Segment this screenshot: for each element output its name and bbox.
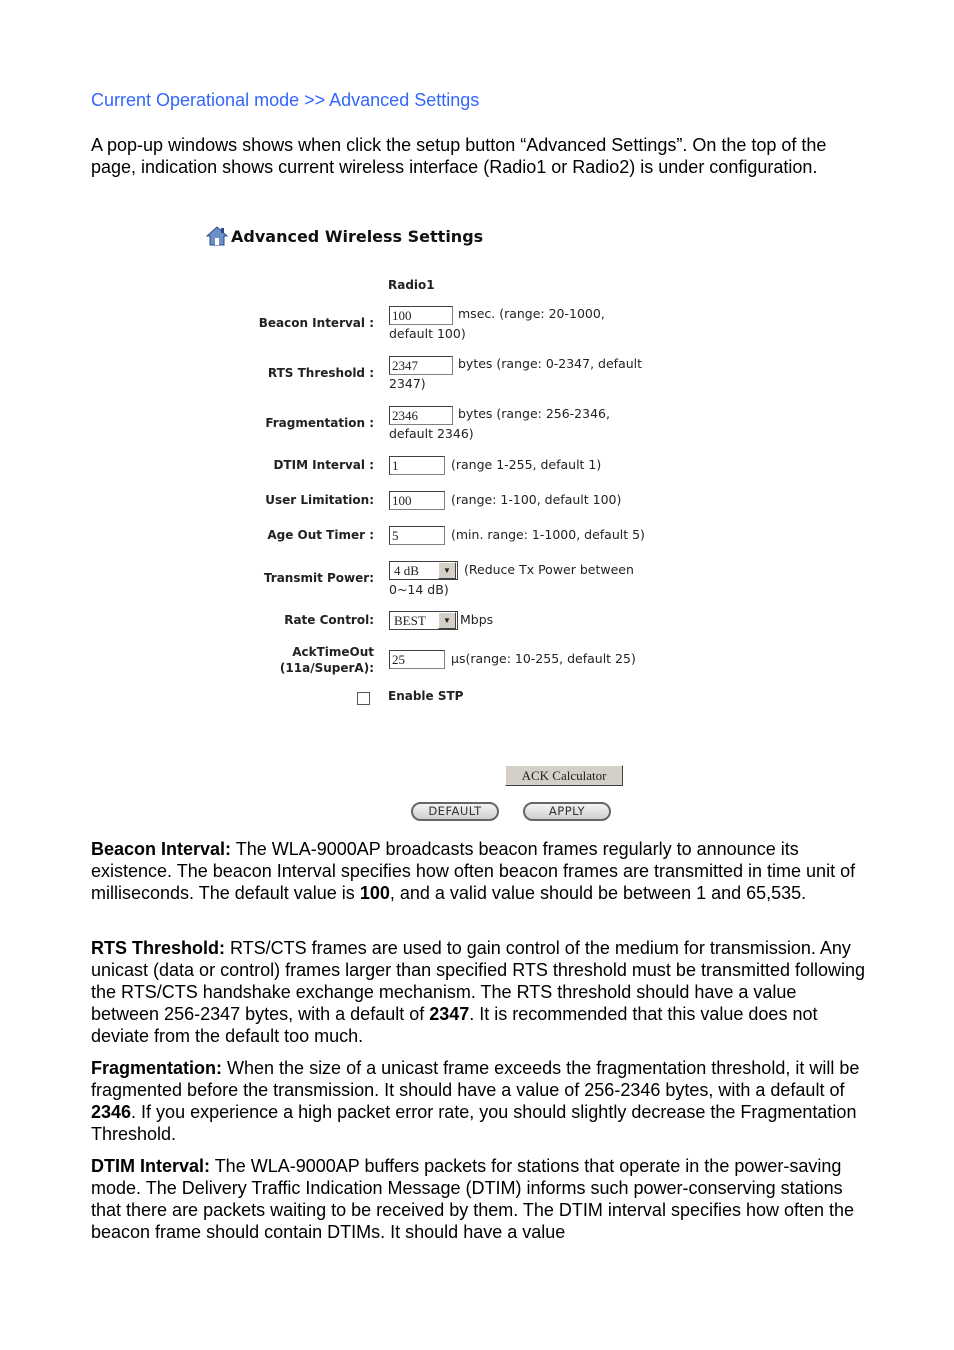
- rts-threshold-input[interactable]: 2347: [389, 356, 453, 375]
- radio-label: Radio1: [388, 278, 435, 292]
- default-value: 2346: [91, 1102, 132, 1122]
- rts-threshold-paragraph: [91, 937, 866, 1047]
- paragraph-text: , and a valid value should be between 1 and 65,535.: [389, 883, 807, 903]
- beacon-interval-input[interactable]: 100: [389, 306, 453, 325]
- apply-button[interactable]: APPLY: [523, 802, 611, 821]
- ack-timeout-hint: µs(range: 10-255, default 25): [451, 651, 636, 666]
- dtim-interval-label: DTIM Interval :: [273, 458, 374, 472]
- chevron-down-icon[interactable]: ▼: [438, 612, 456, 629]
- beacon-interval-hint-2: default 100): [389, 326, 466, 341]
- default-value: 100: [359, 883, 390, 903]
- intro-paragraph: A pop-up windows shows when click the setup button “Advanced Settings”. On the top of the page, indication shows current wireless interface (Radio1 or Radio2) is under configuration.: [91, 135, 827, 177]
- transmit-power-hint: (Reduce Tx Power between: [464, 562, 634, 577]
- rts-threshold-hint-2: 2347): [389, 376, 426, 391]
- term: Beacon Interval:: [91, 839, 232, 859]
- transmit-power-label: Transmit Power:: [263, 571, 374, 585]
- panel-title-text: Advanced Wireless Settings: [231, 226, 484, 246]
- age-out-timer-hint: (min. range: 1-1000, default 5): [451, 527, 645, 542]
- advanced-settings-screenshot: [200, 222, 670, 832]
- beacon-interval-hint: msec. (range: 20-1000,: [458, 306, 605, 321]
- chevron-down-icon[interactable]: ▼: [438, 562, 456, 579]
- paragraph-text: The WLA-9000AP buffers packets for stations that operate in the power-saving mode. The Delivery Traffic Indication Message (DTIM) informs such power-conserving stations that there are packets waiting to be received by them. The DTIM interval specifies how often the beacon frame should contain DTIMs. It should have a value: [91, 1156, 855, 1242]
- ack-calculator-button[interactable]: ACK Calculator: [505, 765, 623, 786]
- age-out-timer-label: Age Out Timer :: [267, 528, 374, 542]
- dtim-interval-paragraph: [91, 1155, 866, 1243]
- beacon-interval-label: Beacon Interval :: [258, 316, 374, 330]
- fragmentation-hint-2: default 2346): [389, 426, 474, 441]
- paragraph-text: The WLA-9000AP broadcasts beacon frames regularly to announce its existence. The beacon Interval specifies how often beacon frames are transmitted in time unit of milliseconds. The default value is: [91, 839, 856, 903]
- default-button[interactable]: DEFAULT: [411, 802, 499, 821]
- paragraph-text: RTS/CTS frames are used to gain control of the medium for transmission. Any unicast (data or control) frames larger than specified RTS threshold must be transmitted following the RTS/CTS handshake exchange mechanism. The RTS threshold should have a value between 256-2347 bytes, with a default of: [91, 938, 866, 1024]
- transmit-power-hint-2: 0~14 dB): [389, 582, 449, 597]
- paragraph-text: . It is recommended that this value does not deviate from the default too much.: [91, 1004, 818, 1046]
- transmit-power-select[interactable]: [389, 561, 458, 580]
- user-limitation-hint: (range: 1-100, default 100): [451, 492, 622, 507]
- beacon-interval-paragraph: [91, 838, 866, 904]
- paragraph-text: . If you experience a high packet error rate, you should slightly decrease the Fragmentation Threshold.: [91, 1102, 857, 1144]
- paragraph-text: When the size of a unicast frame exceeds the fragmentation threshold, it will be fragmented before the transmission. It should have a value of 256-2346 bytes, with a default of: [91, 1058, 860, 1100]
- user-limitation-input[interactable]: 100: [389, 491, 445, 510]
- fragmentation-input[interactable]: 2346: [389, 406, 453, 425]
- home-icon[interactable]: [206, 226, 228, 246]
- ack-timeout-input[interactable]: 25: [389, 650, 445, 669]
- transmit-power-value: 4 dB: [394, 562, 419, 578]
- ack-timeout-label-2: (11a/SuperA):: [279, 661, 374, 675]
- term: Fragmentation:: [91, 1058, 223, 1078]
- rate-control-select[interactable]: [389, 611, 458, 630]
- rate-control-label: Rate Control:: [284, 613, 374, 627]
- term: RTS Threshold:: [91, 938, 225, 958]
- fragmentation-hint: bytes (range: 256-2346,: [458, 406, 610, 421]
- fragmentation-paragraph: [91, 1057, 866, 1145]
- section-heading-link[interactable]: Current Operational mode >> Advanced Settings: [91, 90, 480, 110]
- panel-title: [206, 226, 483, 246]
- user-limitation-label: User Limitation:: [265, 493, 374, 507]
- age-out-timer-input[interactable]: 5: [389, 526, 445, 545]
- enable-stp-label: Enable STP: [388, 689, 464, 703]
- fragmentation-label: Fragmentation :: [265, 416, 374, 430]
- rate-control-value: BEST: [394, 612, 426, 628]
- dtim-interval-hint: (range 1-255, default 1): [451, 457, 602, 472]
- default-value: 2347: [429, 1004, 470, 1024]
- rts-threshold-label: RTS Threshold :: [267, 366, 374, 380]
- ack-timeout-label: AckTimeOut: [292, 645, 374, 659]
- dtim-interval-input[interactable]: 1: [389, 456, 445, 475]
- rate-control-unit: Mbps: [460, 612, 494, 627]
- enable-stp-checkbox[interactable]: [357, 692, 370, 705]
- term: DTIM Interval:: [91, 1156, 211, 1176]
- rts-threshold-hint: bytes (range: 0-2347, default: [458, 356, 643, 371]
